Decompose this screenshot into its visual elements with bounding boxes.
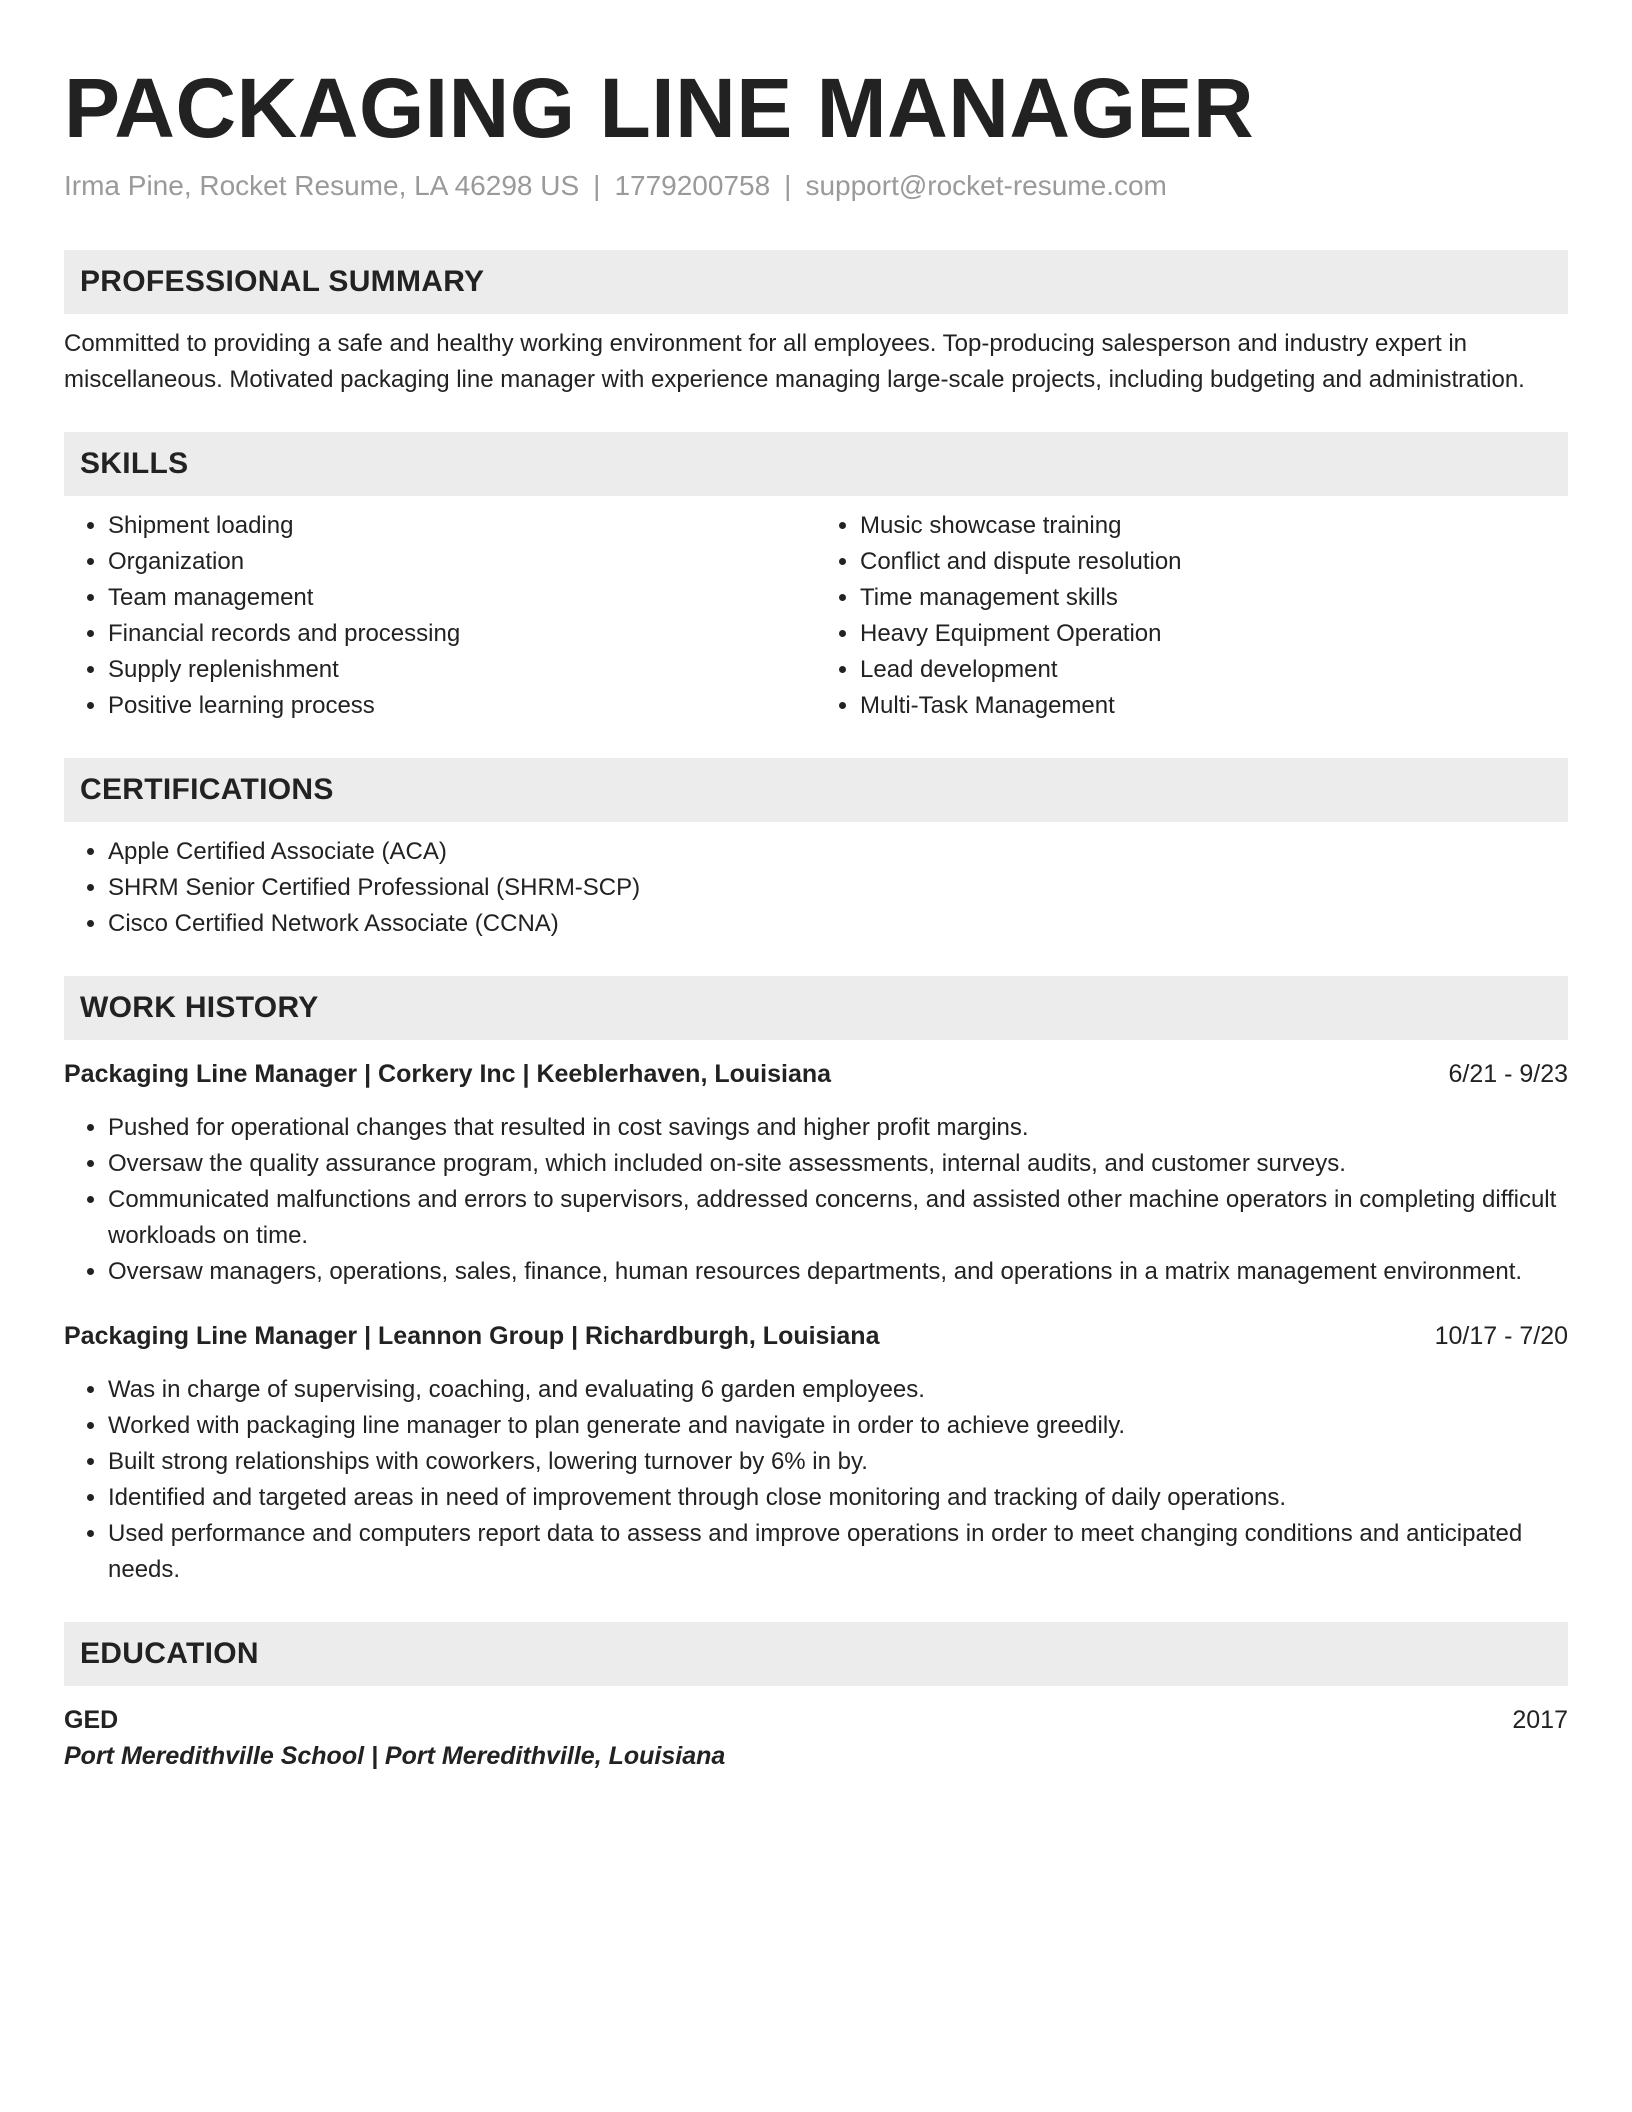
skills-grid (64, 508, 1568, 724)
education-header (64, 1702, 1568, 1738)
contact-email: support@rocket-resume.com (805, 170, 1167, 201)
skill-item: • Supply replenishment (108, 652, 816, 688)
job-bullet: • Oversaw managers, operations, sales, finance, human resources departments, and operations in a matrix management environment. (108, 1254, 1568, 1290)
job-bullet: • Used performance and computers report data to assess and improve operations in order to meet changing conditions and anticipated needs. (108, 1516, 1568, 1588)
certifications-list (64, 834, 1568, 942)
skill-item: • Conflict and dispute resolution (860, 544, 1568, 580)
contact-phone: 1779200758 (614, 170, 771, 201)
job-bullet: • Worked with packaging line manager to plan generate and navigate in order to achieve greedily. (108, 1408, 1568, 1444)
section-heading-certifications: CERTIFICATIONS (64, 758, 1568, 822)
education-year: 2017 (1512, 1706, 1568, 1734)
contact-separator: | (593, 170, 601, 201)
job-bullet: • Communicated malfunctions and errors to supervisors, addressed concerns, and assisted other machine operators in completing difficult workloads on time. (108, 1182, 1568, 1254)
skill-item: • Team management (108, 580, 816, 616)
certification-item: • Apple Certified Associate (ACA) (108, 834, 1568, 870)
section-heading-summary: PROFESSIONAL SUMMARY (64, 250, 1568, 314)
certification-item: • Cisco Certified Network Associate (CCNA) (108, 906, 1568, 942)
skill-item: • Heavy Equipment Operation (860, 616, 1568, 652)
job-header (64, 1318, 1568, 1354)
section-heading-education: EDUCATION (64, 1622, 1568, 1686)
job-bullet: • Identified and targeted areas in need of improvement through close monitoring and tracking of daily operations. (108, 1480, 1568, 1516)
skill-item: • Lead development (860, 652, 1568, 688)
skill-item: • Time management skills (860, 580, 1568, 616)
job-bullets (64, 1372, 1568, 1588)
job-dates: 10/17 - 7/20 (1434, 1322, 1568, 1350)
resume-title: PACKAGING LINE MANAGER (64, 61, 1255, 155)
education-degree: GED (64, 1706, 119, 1734)
job-title: Packaging Line Manager | Leannon Group | Richardburgh, Louisiana (64, 1322, 880, 1350)
section-heading-work-history: WORK HISTORY (64, 976, 1568, 1040)
skill-item: • Multi-Task Management (860, 688, 1568, 724)
job-entry (64, 1056, 1568, 1290)
contact-separator: | (784, 170, 792, 201)
skills-list-left (64, 508, 816, 724)
skill-item: • Shipment loading (108, 508, 816, 544)
job-entry (64, 1318, 1568, 1588)
job-header (64, 1056, 1568, 1092)
skill-item: • Positive learning process (108, 688, 816, 724)
job-bullet: • Was in charge of supervising, coaching, and evaluating 6 garden employees. (108, 1372, 1568, 1408)
job-bullet: • Pushed for operational changes that resulted in cost savings and higher profit margins. (108, 1110, 1568, 1146)
education-school: Port Meredithville School | Port Meredithville, Louisiana (64, 1742, 726, 1770)
job-bullet: • Built strong relationships with coworkers, lowering turnover by 6% in by. (108, 1444, 1568, 1480)
summary-text: Committed to providing a safe and healthy working environment for all employees. Top-producing salesperson and industry expert in miscellaneous. Motivated packaging line manager with experience managing large-scale projects, including budgeting and administration. (64, 330, 1525, 393)
job-title: Packaging Line Manager | Corkery Inc | Keeblerhaven, Louisiana (64, 1060, 832, 1088)
certification-item: • SHRM Senior Certified Professional (SHRM-SCP) (108, 870, 1568, 906)
job-bullet: • Oversaw the quality assurance program, which included on-site assessments, internal audits, and customer surveys. (108, 1146, 1568, 1182)
contact-line (64, 168, 1568, 204)
skills-list-right (816, 508, 1568, 724)
skill-item: • Financial records and processing (108, 616, 816, 652)
skill-item: • Music showcase training (860, 508, 1568, 544)
job-dates: 6/21 - 9/23 (1448, 1060, 1568, 1088)
section-heading-skills: SKILLS (64, 432, 1568, 496)
contact-address: Irma Pine, Rocket Resume, LA 46298 US (64, 170, 580, 201)
job-bullets (64, 1110, 1568, 1290)
skill-item: • Organization (108, 544, 816, 580)
